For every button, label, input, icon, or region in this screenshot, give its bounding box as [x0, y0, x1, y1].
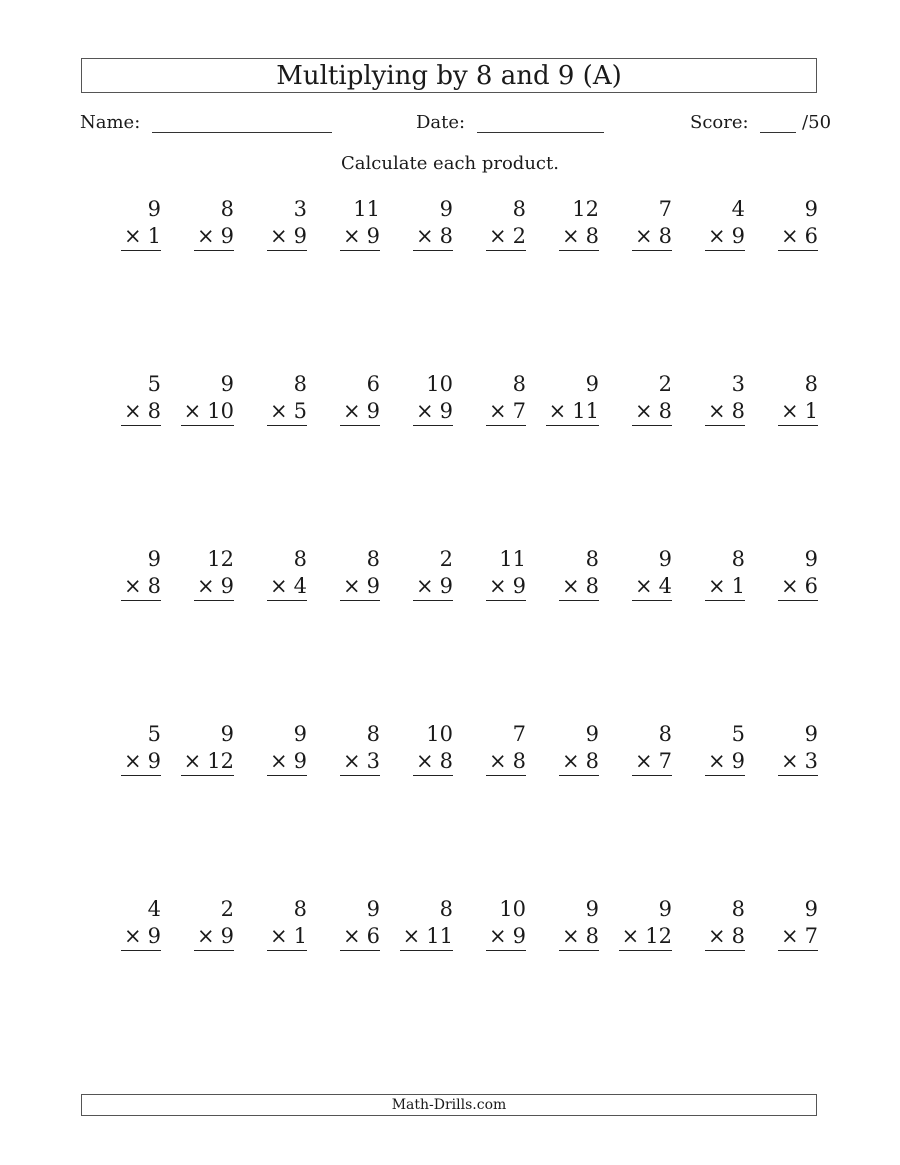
multiplier-line — [181, 748, 234, 776]
multiplier-line — [486, 573, 526, 601]
problem — [453, 371, 526, 546]
problem — [526, 546, 599, 721]
multiplier: 11 — [426, 924, 453, 948]
multiplier-line — [340, 573, 380, 601]
multiplier-line — [194, 923, 234, 951]
problem — [745, 546, 818, 721]
problem — [307, 196, 380, 371]
multiplicand: 7 — [512, 722, 526, 746]
multiplicand: 9 — [439, 197, 453, 221]
multiplicand: 7 — [658, 197, 672, 221]
multiplier: 7 — [804, 924, 818, 948]
times-icon: × — [562, 224, 580, 248]
multiplier-line — [194, 223, 234, 251]
times-icon: × — [416, 399, 434, 423]
problem — [307, 896, 380, 1071]
times-icon: × — [416, 224, 434, 248]
problem — [672, 721, 745, 896]
multiplier: 8 — [731, 924, 745, 948]
multiplier: 1 — [147, 224, 161, 248]
problem — [526, 196, 599, 371]
problem — [672, 371, 745, 546]
multiplier: 9 — [366, 399, 380, 423]
problem-row — [88, 896, 818, 1071]
problem — [234, 196, 307, 371]
problem — [526, 896, 599, 1071]
times-icon: × — [489, 224, 507, 248]
multiplicand: 9 — [804, 547, 818, 571]
multiplicand: 5 — [147, 722, 161, 746]
times-icon: × — [270, 749, 288, 773]
problem — [672, 546, 745, 721]
multiplier-line — [778, 223, 818, 251]
problem — [745, 196, 818, 371]
multiplicand: 9 — [804, 897, 818, 921]
multiplier-line — [413, 398, 453, 426]
problem — [672, 896, 745, 1071]
multiplier-line — [267, 573, 307, 601]
footer — [81, 1094, 817, 1116]
times-icon: × — [548, 399, 567, 423]
times-icon: × — [489, 399, 507, 423]
multiplier: 9 — [512, 924, 526, 948]
multiplier-line — [559, 923, 599, 951]
multiplier-line — [340, 223, 380, 251]
times-icon: × — [270, 224, 288, 248]
score-total: /50 — [802, 112, 832, 133]
multiplier-line — [340, 398, 380, 426]
times-icon: × — [343, 224, 361, 248]
problem-grid — [88, 196, 818, 1071]
problem — [234, 721, 307, 896]
times-icon: × — [183, 749, 202, 773]
multiplicand: 10 — [499, 897, 526, 921]
problem — [745, 721, 818, 896]
times-icon: × — [781, 399, 799, 423]
multiplicand: 8 — [293, 547, 307, 571]
multiplicand: 11 — [353, 197, 380, 221]
multiplicand: 8 — [731, 547, 745, 571]
title-text: Multiplying by 8 and 9 (A) — [276, 60, 622, 91]
multiplier: 8 — [439, 224, 453, 248]
multiplier-line — [705, 573, 745, 601]
problem — [380, 196, 453, 371]
multiplier-line — [778, 923, 818, 951]
multiplicand: 6 — [366, 372, 380, 396]
problem — [234, 896, 307, 1071]
problem-row — [88, 371, 818, 546]
times-icon: × — [402, 924, 421, 948]
multiplier: 8 — [658, 224, 672, 248]
problem-row — [88, 196, 818, 371]
problem — [161, 546, 234, 721]
multiplier-line — [486, 223, 526, 251]
multiplier: 9 — [147, 924, 161, 948]
multiplier-line — [121, 573, 161, 601]
multiplier-line — [181, 398, 234, 426]
multiplicand: 2 — [658, 372, 672, 396]
problem — [380, 371, 453, 546]
problem — [745, 896, 818, 1071]
multiplier: 8 — [147, 399, 161, 423]
multiplier-line — [559, 223, 599, 251]
multiplier: 4 — [658, 574, 672, 598]
times-icon: × — [562, 574, 580, 598]
multiplier-line — [121, 748, 161, 776]
multiplier: 7 — [512, 399, 526, 423]
times-icon: × — [416, 749, 434, 773]
problem — [453, 546, 526, 721]
multiplier-line — [340, 748, 380, 776]
problem — [380, 721, 453, 896]
multiplier-line — [340, 923, 380, 951]
multiplicand: 8 — [439, 897, 453, 921]
problem — [453, 196, 526, 371]
problem — [88, 196, 161, 371]
times-icon: × — [270, 574, 288, 598]
date-line[interactable] — [477, 112, 604, 133]
times-icon: × — [124, 749, 142, 773]
times-icon: × — [708, 399, 726, 423]
problem — [599, 546, 672, 721]
multiplier: 5 — [293, 399, 307, 423]
times-icon: × — [635, 574, 653, 598]
multiplicand: 11 — [499, 547, 526, 571]
problem — [161, 721, 234, 896]
times-icon: × — [416, 574, 434, 598]
multiplier-line — [705, 223, 745, 251]
times-icon: × — [562, 749, 580, 773]
multiplicand: 9 — [147, 547, 161, 571]
problem-row — [88, 721, 818, 896]
multiplier-line — [486, 398, 526, 426]
problem — [88, 896, 161, 1071]
worksheet-title — [81, 58, 817, 93]
multiplicand: 8 — [731, 897, 745, 921]
multiplicand: 3 — [731, 372, 745, 396]
problem — [599, 721, 672, 896]
multiplier: 9 — [439, 574, 453, 598]
name-line[interactable] — [152, 112, 332, 133]
multiplier: 8 — [585, 924, 599, 948]
problem — [88, 371, 161, 546]
multiplicand: 9 — [658, 547, 672, 571]
multiplicand: 8 — [804, 372, 818, 396]
times-icon: × — [708, 224, 726, 248]
multiplier: 12 — [207, 749, 234, 773]
multiplicand: 2 — [439, 547, 453, 571]
multiplier: 1 — [804, 399, 818, 423]
problem — [161, 896, 234, 1071]
times-icon: × — [270, 924, 288, 948]
problem — [88, 546, 161, 721]
multiplier-line — [778, 748, 818, 776]
multiplier: 3 — [804, 749, 818, 773]
multiplier: 3 — [366, 749, 380, 773]
times-icon: × — [635, 224, 653, 248]
score-label: Score: — [690, 112, 749, 133]
multiplier: 6 — [366, 924, 380, 948]
multiplicand: 4 — [731, 197, 745, 221]
multiplier: 4 — [293, 574, 307, 598]
multiplier-line — [705, 923, 745, 951]
multiplicand: 8 — [366, 547, 380, 571]
problem — [161, 196, 234, 371]
multiplier: 9 — [293, 749, 307, 773]
multiplicand: 9 — [804, 722, 818, 746]
times-icon: × — [621, 924, 640, 948]
score-line[interactable] — [760, 112, 796, 133]
name-field[interactable] — [80, 112, 332, 133]
multiplicand: 10 — [426, 722, 453, 746]
multiplicand: 2 — [220, 897, 234, 921]
times-icon: × — [343, 749, 361, 773]
multiplier: 9 — [220, 224, 234, 248]
multiplier: 9 — [366, 574, 380, 598]
multiplier: 1 — [731, 574, 745, 598]
times-icon: × — [781, 224, 799, 248]
multiplier-line — [413, 573, 453, 601]
footer-text: Math-Drills.com — [391, 1097, 507, 1113]
problem — [453, 896, 526, 1071]
problem — [526, 721, 599, 896]
multiplier-line — [705, 398, 745, 426]
times-icon: × — [708, 924, 726, 948]
multiplicand: 9 — [585, 722, 599, 746]
multiplier: 9 — [220, 574, 234, 598]
multiplicand: 9 — [658, 897, 672, 921]
multiplier-line — [632, 398, 672, 426]
problem — [380, 896, 453, 1071]
problem — [453, 721, 526, 896]
multiplier: 9 — [220, 924, 234, 948]
multiplicand: 4 — [147, 897, 161, 921]
multiplicand: 9 — [585, 372, 599, 396]
times-icon: × — [197, 574, 215, 598]
multiplicand: 8 — [366, 722, 380, 746]
date-label: Date: — [416, 112, 466, 133]
times-icon: × — [270, 399, 288, 423]
times-icon: × — [708, 574, 726, 598]
multiplicand: 12 — [207, 547, 234, 571]
instructions: Calculate each product. — [341, 153, 559, 174]
times-icon: × — [124, 399, 142, 423]
multiplier-line — [705, 748, 745, 776]
multiplicand: 9 — [804, 197, 818, 221]
multiplier-line — [413, 223, 453, 251]
multiplicand: 9 — [293, 722, 307, 746]
multiplicand: 8 — [658, 722, 672, 746]
multiplier: 11 — [572, 399, 599, 423]
times-icon: × — [781, 924, 799, 948]
multiplier: 2 — [512, 224, 526, 248]
multiplier-line — [121, 398, 161, 426]
multiplicand: 8 — [293, 372, 307, 396]
times-icon: × — [489, 924, 507, 948]
times-icon: × — [343, 574, 361, 598]
multiplier-line — [486, 748, 526, 776]
multiplicand: 9 — [147, 197, 161, 221]
date-field[interactable] — [416, 112, 604, 133]
multiplier-line — [778, 573, 818, 601]
multiplicand: 9 — [220, 722, 234, 746]
multiplicand: 8 — [585, 547, 599, 571]
problem — [672, 196, 745, 371]
name-label: Name: — [80, 112, 141, 133]
multiplier: 7 — [658, 749, 672, 773]
multiplier: 6 — [804, 224, 818, 248]
multiplier: 9 — [512, 574, 526, 598]
multiplicand: 8 — [220, 197, 234, 221]
multiplier-line — [632, 223, 672, 251]
multiplicand: 5 — [147, 372, 161, 396]
multiplicand: 9 — [366, 897, 380, 921]
multiplier: 6 — [804, 574, 818, 598]
multiplier: 9 — [731, 224, 745, 248]
multiplier-line — [486, 923, 526, 951]
multiplicand: 9 — [585, 897, 599, 921]
multiplier-line — [413, 748, 453, 776]
multiplier: 9 — [366, 224, 380, 248]
problem — [307, 546, 380, 721]
problem — [234, 546, 307, 721]
multiplier: 1 — [293, 924, 307, 948]
multiplier: 12 — [645, 924, 672, 948]
multiplier-line — [121, 223, 161, 251]
times-icon: × — [489, 574, 507, 598]
times-icon: × — [197, 224, 215, 248]
times-icon: × — [183, 399, 202, 423]
problem — [88, 721, 161, 896]
times-icon: × — [781, 749, 799, 773]
times-icon: × — [343, 399, 361, 423]
problem-row — [88, 546, 818, 721]
multiplier: 8 — [731, 399, 745, 423]
multiplier-line — [619, 923, 672, 951]
times-icon: × — [124, 574, 142, 598]
multiplier: 9 — [293, 224, 307, 248]
multiplier-line — [632, 748, 672, 776]
problem — [599, 196, 672, 371]
problem — [526, 371, 599, 546]
multiplier: 8 — [658, 399, 672, 423]
multiplicand: 5 — [731, 722, 745, 746]
times-icon: × — [124, 924, 142, 948]
times-icon: × — [635, 749, 653, 773]
problem — [161, 371, 234, 546]
multiplicand: 8 — [512, 197, 526, 221]
times-icon: × — [635, 399, 653, 423]
multiplier: 9 — [439, 399, 453, 423]
multiplier-line — [267, 223, 307, 251]
multiplier: 8 — [147, 574, 161, 598]
multiplier-line — [546, 398, 599, 426]
problem — [307, 371, 380, 546]
multiplier-line — [559, 573, 599, 601]
times-icon: × — [197, 924, 215, 948]
multiplier: 10 — [207, 399, 234, 423]
multiplier-line — [778, 398, 818, 426]
multiplier-line — [400, 923, 453, 951]
multiplicand: 9 — [220, 372, 234, 396]
multiplier: 9 — [147, 749, 161, 773]
multiplier-line — [267, 398, 307, 426]
multiplicand: 8 — [512, 372, 526, 396]
multiplier: 8 — [585, 224, 599, 248]
multiplicand: 12 — [572, 197, 599, 221]
problem — [380, 546, 453, 721]
times-icon: × — [124, 224, 142, 248]
multiplier-line — [121, 923, 161, 951]
score-field[interactable] — [690, 112, 831, 133]
times-icon: × — [343, 924, 361, 948]
multiplier-line — [194, 573, 234, 601]
multiplier: 9 — [731, 749, 745, 773]
multiplicand: 10 — [426, 372, 453, 396]
times-icon: × — [708, 749, 726, 773]
multiplicand: 8 — [293, 897, 307, 921]
times-icon: × — [781, 574, 799, 598]
multiplier-line — [267, 923, 307, 951]
multiplier-line — [559, 748, 599, 776]
times-icon: × — [562, 924, 580, 948]
multiplier: 8 — [512, 749, 526, 773]
multiplier: 8 — [585, 749, 599, 773]
multiplicand: 3 — [293, 197, 307, 221]
multiplier: 8 — [439, 749, 453, 773]
times-icon: × — [489, 749, 507, 773]
problem — [234, 371, 307, 546]
multiplier-line — [267, 748, 307, 776]
problem — [599, 896, 672, 1071]
multiplier: 8 — [585, 574, 599, 598]
problem — [307, 721, 380, 896]
multiplier-line — [632, 573, 672, 601]
problem — [599, 371, 672, 546]
problem — [745, 371, 818, 546]
